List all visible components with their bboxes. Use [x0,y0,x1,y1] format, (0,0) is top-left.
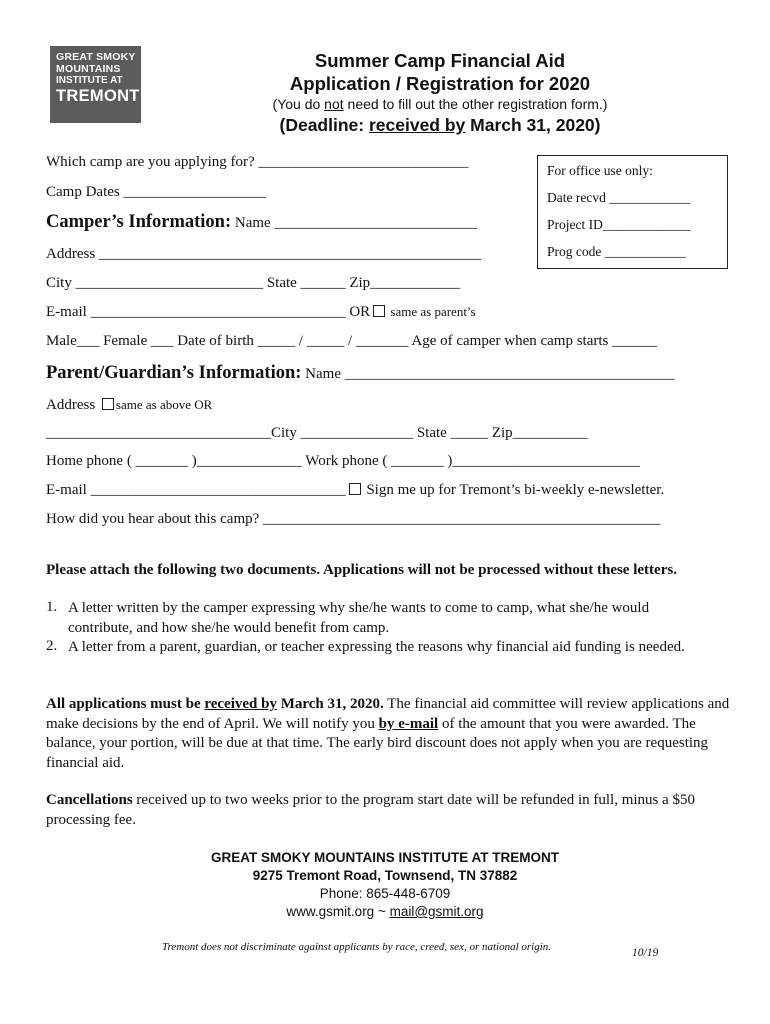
same-as-above-checkbox[interactable] [102,398,114,410]
cancellations-label: Cancellations [46,792,133,808]
phone-fields[interactable]: Home phone ( _______ )______________ Work phone ( _______ )_________________________ [46,453,640,469]
footer-phone: Phone: 865-448-6709 [319,886,451,901]
camp-dates-field[interactable]: Camp Dates ___________________ [46,184,266,200]
camper-demographics-field[interactable]: Male___ Female ___ Date of birth _____ / _____ / _______ Age of camper when camp starts ______ [46,333,658,349]
parent-address-row [46,397,212,414]
parent-city-state-zip-field[interactable]: ______________________________City _______________ State _____ Zip__________ [46,425,588,441]
doc-item-1: A letter written by the camper expressing why she/he wants to come to camp, what she/he would contribute, and how she/he would benefit from camp. [68,600,650,636]
policy-text-1: The financial aid committee will review applications and make decisions by the end of April. We will notify you [46,696,730,732]
policy-by-email: by e-mail [378,715,439,732]
subtitle-post: need to fill out the other registration form.) [343,96,608,112]
doc-item-1-number: 1. [46,599,58,615]
logo-line-4: TREMONT [56,87,140,105]
office-prog-code[interactable]: Prog code ____________ [547,244,686,259]
nondiscrimination-statement: Tremont does not discriminate against applicants by race, creed, sex, or national origin. [162,941,552,953]
footer-website[interactable]: www.gsmit.org ~ [286,904,390,919]
office-date-received[interactable]: Date recvd ____________ [547,190,691,205]
logo-line-2: MOUNTAINS [56,63,121,75]
subtitle-pre: (You do [272,96,325,112]
subtitle-not: not [324,96,344,112]
logo-line-1: GREAT SMOKY [56,51,136,63]
camper-info-heading: Camper’s Information: [46,212,232,232]
parent-info-heading: Parent/Guardian’s Information: [46,363,302,383]
cancellation-policy [46,791,736,830]
tremont-logo [50,46,141,123]
deadline-received-by: received by [368,115,466,135]
deadline-date: March 31, 2020) [465,115,601,135]
office-title: For office use only: [547,163,653,178]
policy-received-by: received by [204,696,277,712]
which-camp-field[interactable]: Which camp are you applying for? ____________________________ [46,154,469,170]
form-version: 10/19 [632,947,659,959]
parent-info-row [46,363,675,384]
deadline-pre: (Deadline: [279,115,369,135]
office-project-id[interactable]: Project ID_____________ [547,217,691,232]
newsletter-label: Sign me up for Tremont’s bi-weekly e-newsletter. [362,482,665,498]
same-as-parent-label: same as parent’s [387,304,476,319]
doc-item-2: A letter from a parent, guardian, or teacher expressing the reasons why financial aid funding is needed. [68,639,685,655]
parent-address-label: Address [46,397,96,413]
form-subtitle [240,96,640,112]
office-use-box [537,155,728,269]
footer-org: GREAT SMOKY MOUNTAINS INSTITUTE AT TREMONT [211,850,559,865]
same-as-parent-checkbox[interactable] [373,305,385,317]
deadline [240,115,640,136]
policy-date: March 31, 2020. [276,696,384,712]
policy-bold-1: All applications must be [46,696,205,712]
cancellations-text: received up to two weeks prior to the program start date will be refunded in full, minus a $50 processing fee. [46,792,696,828]
camper-info-row [46,212,477,233]
parent-name-field[interactable]: Name ____________________________________________ [301,366,675,382]
footer-address: 9275 Tremont Road, Townsend, TN 37882 [252,868,518,883]
footer-email-link[interactable]: mail@gsmit.org [389,904,484,919]
form-title-line-2: Application / Registration for 2020 [289,73,591,94]
parent-email-row [46,482,664,499]
camper-address-field[interactable]: Address ___________________________________________________ [46,246,482,262]
footer-web [135,904,635,919]
how-heard-field[interactable]: How did you hear about this camp? _____________________________________________________ [46,511,661,527]
form-title-line-1: Summer Camp Financial Aid [314,50,566,71]
camper-email-field[interactable]: E-mail __________________________________ OR [46,304,371,320]
same-as-above-label: same as above OR [115,397,213,412]
camper-city-state-zip-field[interactable]: City _________________________ State ______ Zip____________ [46,275,461,291]
logo-line-3: INSTITUTE AT [56,75,123,86]
doc-item-2-number: 2. [46,638,58,654]
newsletter-checkbox[interactable] [349,483,361,495]
application-policy [46,695,736,773]
camper-email-row [46,304,476,321]
documents-intro: Please attach the following two documents. Applications will not be processed without these letters. [46,562,677,578]
camper-name-field[interactable]: Name ___________________________ [231,215,477,231]
policy-text-2: of the amount that you were awarded. The balance, your portion, will be due at that time. The early bird discount does not apply when you are requesting financial aid. [46,715,709,771]
parent-email-field[interactable]: E-mail __________________________________ [46,482,346,498]
